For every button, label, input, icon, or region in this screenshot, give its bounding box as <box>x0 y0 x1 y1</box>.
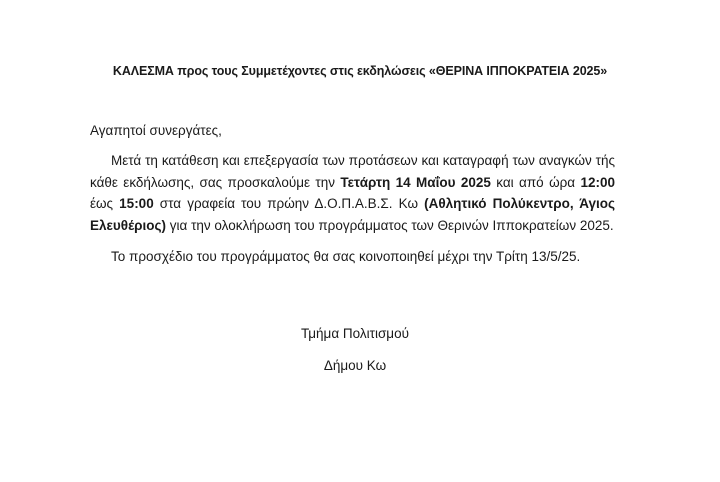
document-title: ΚΑΛΕΣΜΑ προς τους Συμμετέχοντες στις εκδηλώσεις «ΘΕΡΙΝΑ ΙΠΠΟΚΡΑΤΕΙΑ 2025» <box>112 64 608 78</box>
invitation-text-3: έως <box>90 196 120 211</box>
invitation-text-4: στα γραφεία του πρώην Δ.Ο.Π.Α.Β.Σ. Κω <box>153 196 425 211</box>
signature-department: Τμήμα Πολιτισμού <box>301 326 409 341</box>
body-text <box>90 150 615 268</box>
meeting-time-start: 12:00 <box>580 174 616 190</box>
paragraph-draft-notice: Το προσχέδιο του προγράμματος θα σας κοινοποιηθεί μέχρι την Τρίτη 13/5/25. <box>111 249 581 264</box>
paragraph-invitation <box>90 150 615 236</box>
meeting-time-end: 15:00 <box>119 196 154 211</box>
signature-block <box>0 318 710 382</box>
greeting: Αγαπητοί συνεργάτες, <box>90 123 222 138</box>
meeting-location: (Αθλητικό Πολύκεντρο, Άγιος Ελευθέριος) <box>90 196 615 233</box>
invitation-text-5: για την ολοκλήρωση του προγράμματος των Θερινών Ιπποκρατείων 2025. <box>166 217 614 233</box>
signature-municipality: Δήμου Κω <box>323 358 387 373</box>
meeting-date: Τετάρτη 14 Μαΐου 2025 <box>340 174 491 190</box>
invitation-text-1: Μετά τη κατάθεση και επεξεργασία των προτάσεων και καταγραφή των αναγκών τής κάθε εκδήλωσης, σας προσκαλούμε την <box>90 153 615 190</box>
invitation-text-2: και από ώρα <box>490 174 581 190</box>
